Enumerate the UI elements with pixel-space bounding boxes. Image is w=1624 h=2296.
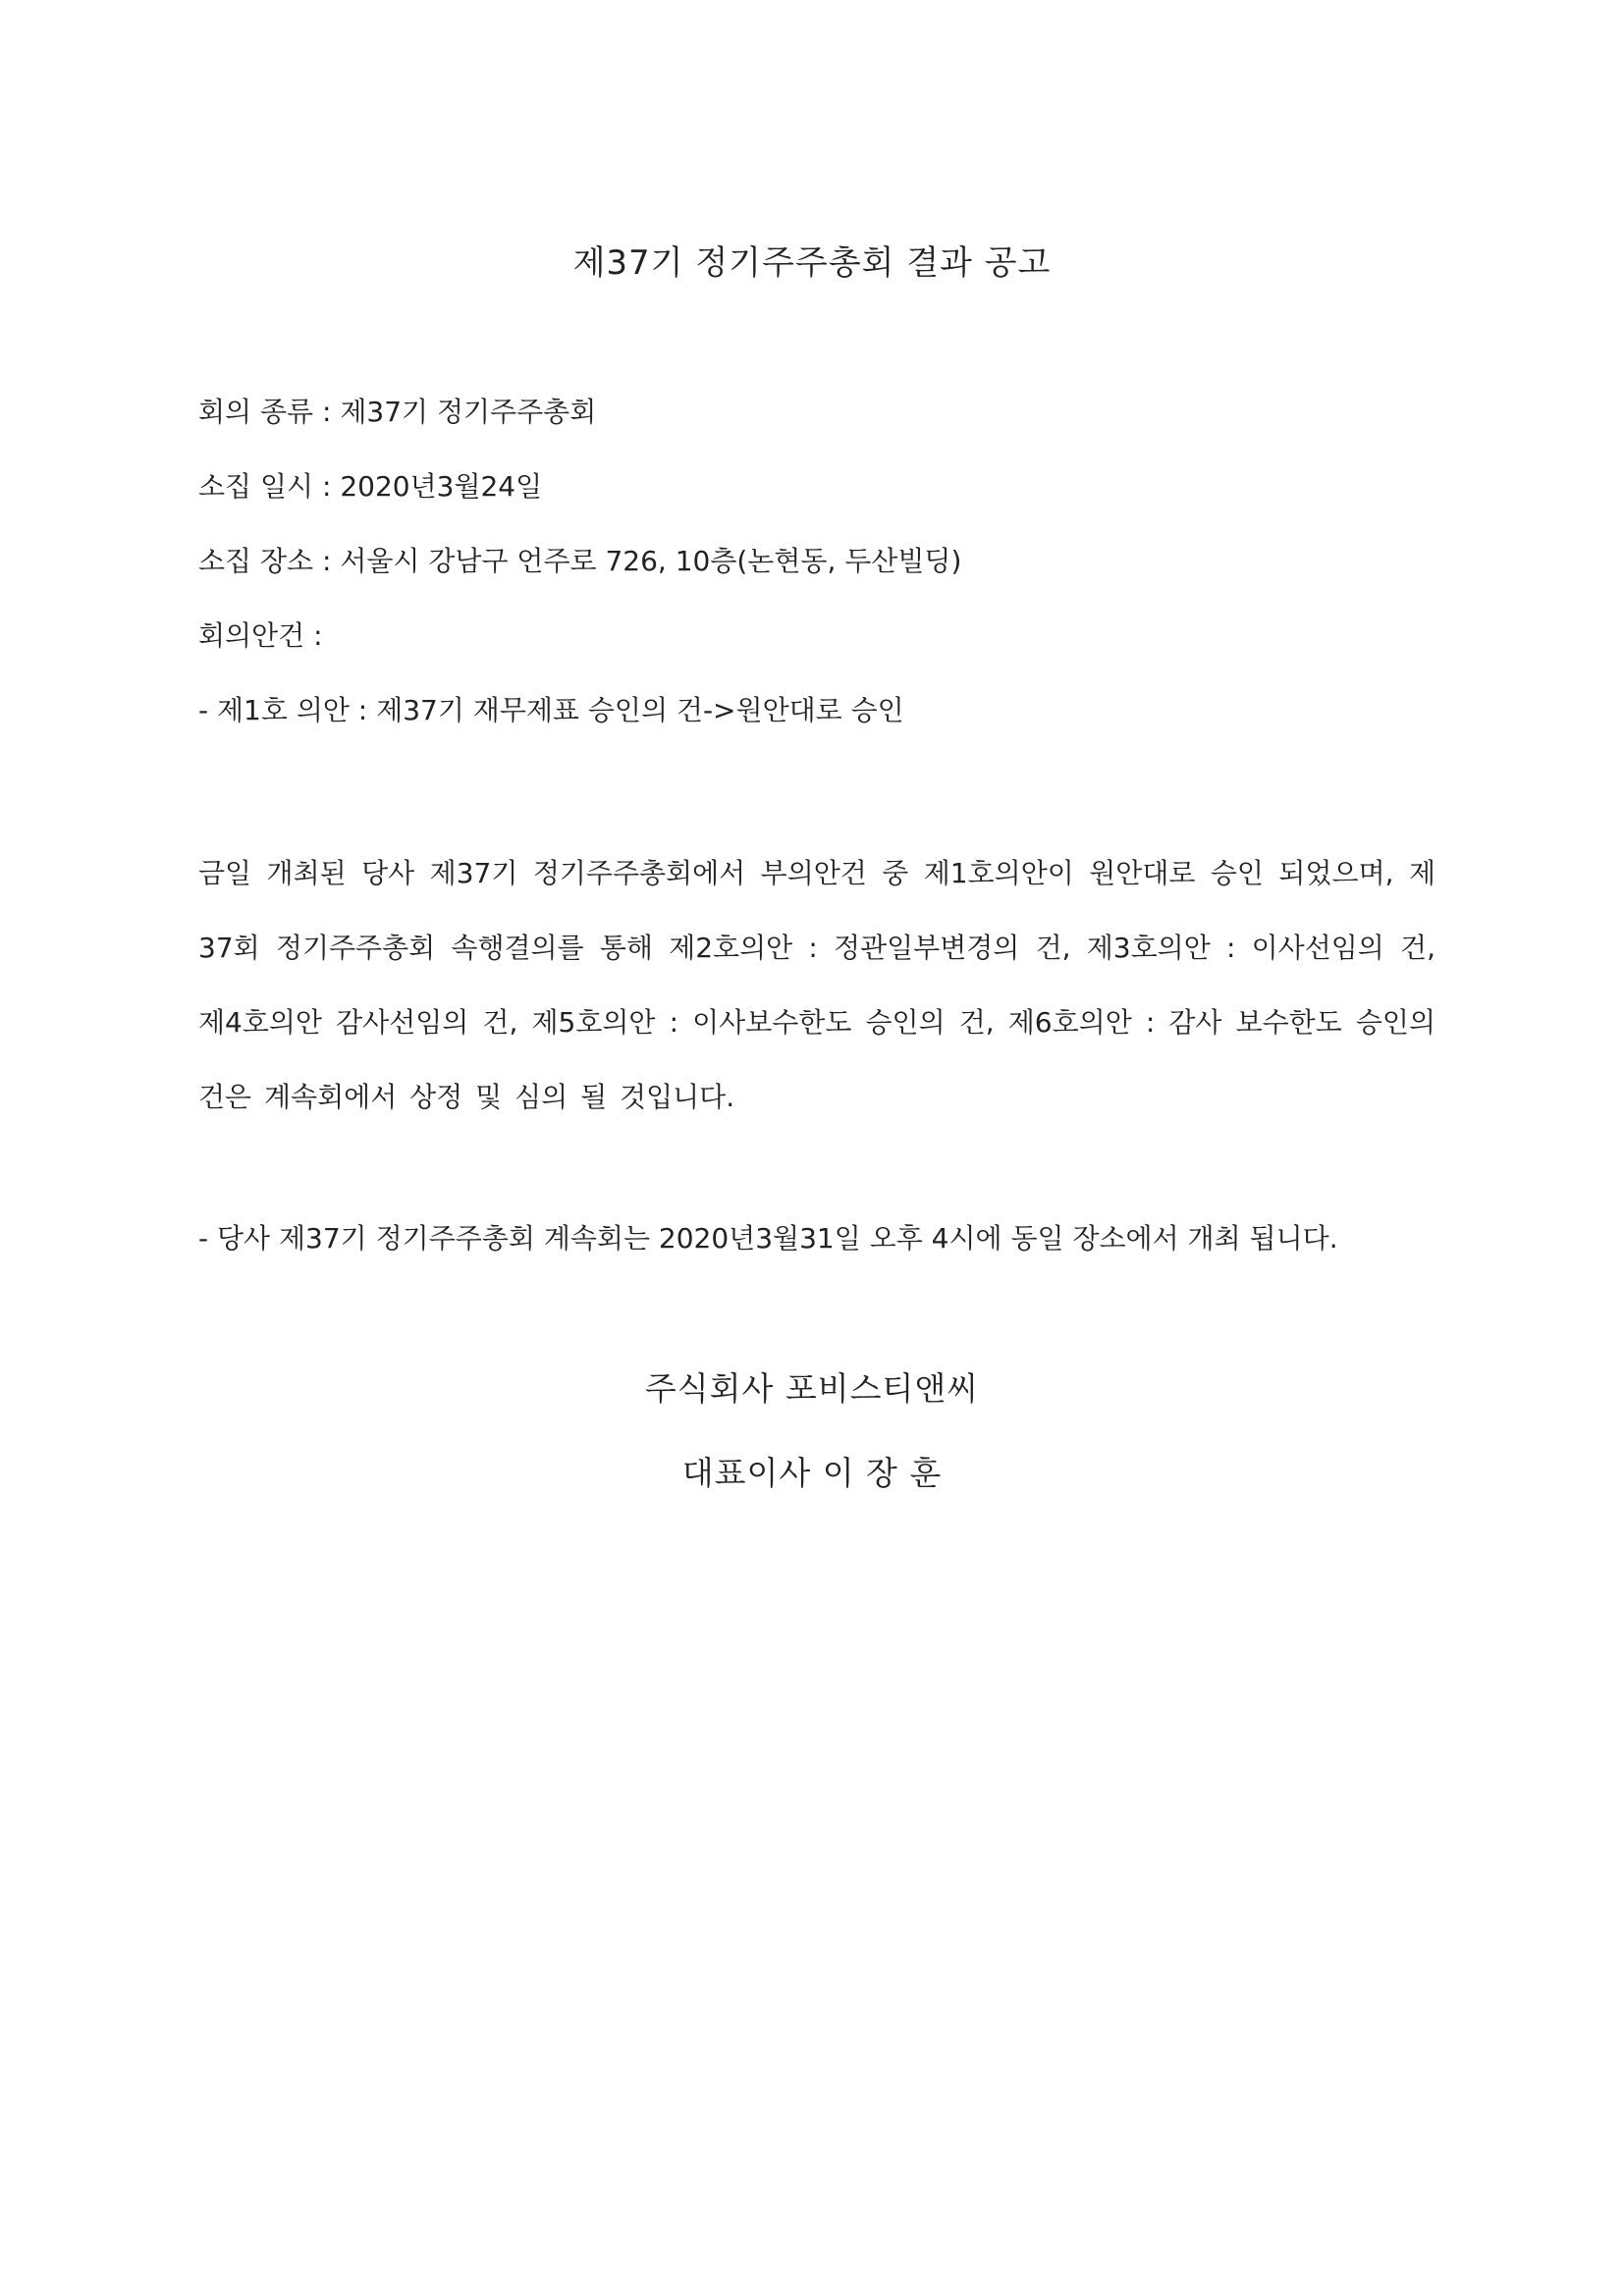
agenda-item-1: - 제1호 의안 : 제37기 재무제표 승인의 건->원안대로 승인 [198,694,904,726]
agenda-heading: 회의안건 : [198,619,323,652]
meeting-place-line: 소집 장소 : 서울시 강남구 언주로 726, 10층(논현동, 두산빌딩) [198,545,962,577]
continuation-notice: - 당사 제37기 정기주주총회 계속회는 2020년3월31일 오후 4시에 동일 장소에서 개최 됩니다. [198,1222,1338,1255]
result-paragraph: 금일 개최된 당사 제37기 정기주주총회에서 부의안건 중 제1호의안이 원안대로 승인 되었으며, 제37회 정기주주총회 속행결의를 통해 제2호의안 : 정관일부변경의 건, 제3호의안 : 이사선임의 건, 제4호의안 감사선임의 건, 제5호의안 : 이사보수한도 승인의 건, 제6호의안 : 감사 보수한도 승인의 건은 계속회에서 상정 및 심의 될 것입니다. [198,857,1435,1113]
ceo-signature-line: 대표이사 이 장 훈 [681,1454,943,1492]
meeting-type-line: 회의 종류 : 제37기 정기주주총회 [198,396,597,428]
company-name: 주식회사 포비스티앤씨 [644,1369,980,1408]
document-title: 제37기 정기주주총회 결과 공고 [572,243,1052,283]
meeting-date-line: 소집 일시 : 2020년3월24일 [198,470,543,503]
